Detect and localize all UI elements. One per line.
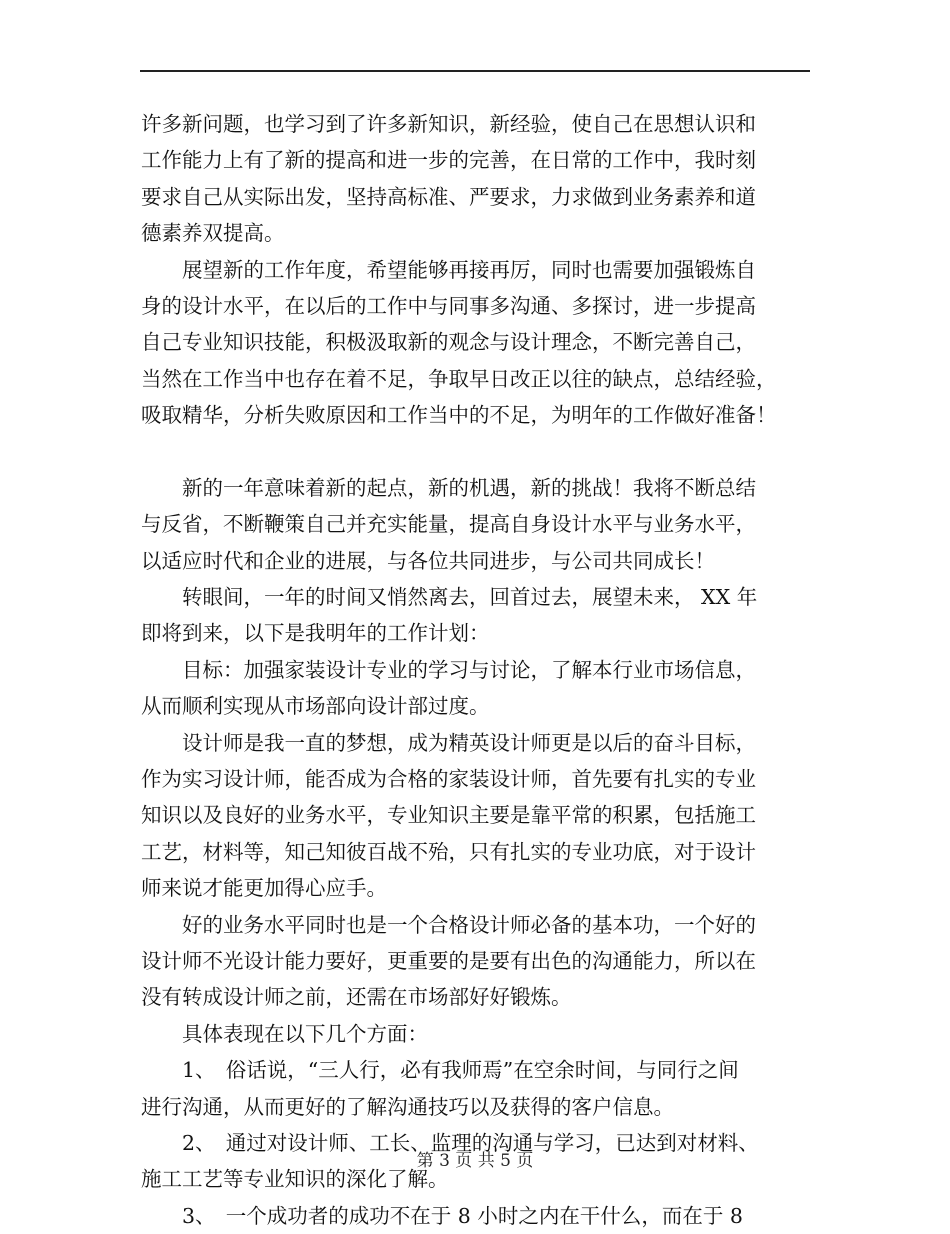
text-line: 要求自己从实际出发，坚持高标准、严要求，力求做到业务素养和道 <box>141 184 756 209</box>
blank-line <box>141 434 809 470</box>
text-line: 3、 一个成功者的成功不在于 8 小时之内在干什么，而在于 8 <box>141 1203 743 1228</box>
text-line: 与反省，不断鞭策自己并充实能量，提高自身设计水平与业务水平， <box>141 512 756 537</box>
text-line: 设计师不光设计能力要好，更重要的是要有出色的沟通能力，所以在 <box>141 948 756 973</box>
text-line: 展望新的工作年度，希望能够再接再厉，同时也需要加强锻炼自 <box>141 257 756 282</box>
text-line: 目标：加强家装设计专业的学习与讨论，了解本行业市场信息， <box>141 657 756 682</box>
header-rule <box>140 70 810 72</box>
text-line: 工作能力上有了新的提高和进一步的完善，在日常的工作中，我时刻 <box>141 148 756 173</box>
text-line: 2、 通过对设计师、工长、监理的沟通与学习，已达到对材料、 <box>141 1130 759 1155</box>
text-line: 身的设计水平，在以后的工作中与同事多沟通、多探讨，进一步提高 <box>141 293 756 318</box>
text-line: 许多新问题，也学习到了许多新知识，新经验，使自己在思想认识和 <box>141 112 756 136</box>
document-body <box>141 106 809 1234</box>
text-line: 当然在工作当中也存在着不足，争取早日改正以往的缺点，总结经验， <box>141 366 777 391</box>
text-line: 吸取精华，分析失败原因和工作当中的不足，为明年的工作做好准备！ <box>141 403 777 428</box>
text-line: 具体表现在以下几个方面： <box>141 1021 428 1046</box>
text-line: 新的一年意味着新的起点，新的机遇，新的挑战！我将不断总结 <box>141 475 756 500</box>
text-line: 没有转成设计师之前，还需在市场部好好锻炼。 <box>141 985 572 1010</box>
text-line: 转眼间，一年的时间又悄然离去，回首过去，展望未来， XX 年 <box>141 585 758 610</box>
text-line: 1、 俗话说，“三人行，必有我师焉”在空余时间，与同行之间 <box>141 1058 739 1083</box>
text-line: 设计师是我一直的梦想，成为精英设计师更是以后的奋斗目标， <box>141 730 756 755</box>
text-line: 从而顺利实现从市场部向设计部过度。 <box>141 694 490 719</box>
text-line: 师来说才能更加得心应手。 <box>141 876 387 901</box>
text-line: 进行沟通，从而更好的了解沟通技巧以及获得的客户信息。 <box>141 1094 674 1119</box>
text-line: 即将到来，以下是我明年的工作计划： <box>141 621 490 646</box>
text-line: 以适应时代和企业的进展，与各位共同进步，与公司共同成长！ <box>141 548 715 573</box>
text-line: 知识以及良好的业务水平，专业知识主要是靠平常的积累，包括施工 <box>141 803 756 828</box>
text-line: 施工工艺等专业知识的深化了解。 <box>141 1167 449 1192</box>
page-number-footer: 第 3 页 共 5 页 <box>416 1151 534 1171</box>
text-line: 工艺，材料等，知己知彼百战不殆，只有扎实的专业功底，对于设计 <box>141 839 756 864</box>
text-line: 作为实习设计师，能否成为合格的家装设计师，首先要有扎实的专业 <box>141 767 756 792</box>
text-line: 好的业务水平同时也是一个合格设计师必备的基本功，一个好的 <box>141 912 756 937</box>
text-line: 自己专业知识技能，积极汲取新的观念与设计理念，不断完善自己， <box>141 330 756 355</box>
text-line: 德素养双提高。 <box>141 221 285 246</box>
